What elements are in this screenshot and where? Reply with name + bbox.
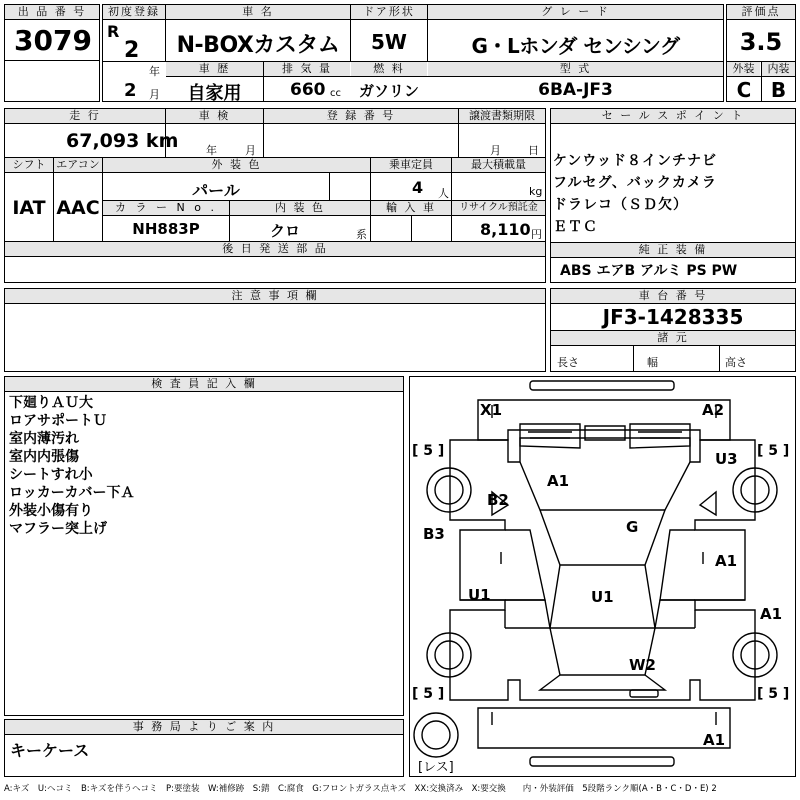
- lot-number: 3079: [14, 24, 92, 57]
- spare-tire-status: [レス]: [418, 760, 454, 775]
- mark-u1-left-door: U1: [468, 586, 491, 604]
- year-unit: 年: [149, 65, 160, 78]
- shift: IAT: [12, 197, 46, 219]
- selling-point: ケンウッド８インチナビ: [553, 153, 718, 169]
- score-label: 評価点: [727, 5, 795, 19]
- equipment-value: ABS エアB アルミ PS PW: [560, 263, 738, 279]
- model-code: 6BA-JF3: [538, 80, 613, 100]
- tire-depth-front-left: [ 5 ]: [412, 443, 445, 459]
- insp-month-unit: 月: [245, 144, 256, 157]
- exterior-grade: C: [736, 78, 752, 102]
- interior-color: クロ: [269, 222, 300, 240]
- mark-a1-hood: A1: [547, 472, 570, 490]
- recycle-amount: 8,110: [480, 220, 531, 239]
- interior-color-label: 内 装 色: [230, 201, 370, 215]
- dim-width: 幅: [647, 356, 658, 369]
- office-label: 事 務 局 よ り ご 案 内: [5, 720, 403, 734]
- tire-depth-front-right: [ 5 ]: [757, 443, 790, 459]
- color-number: NH883P: [132, 220, 200, 238]
- load-unit: kg: [529, 185, 543, 198]
- mark-a1-right-quarter: A1: [760, 605, 783, 623]
- tire-depth-rear-right: [ 5 ]: [757, 686, 790, 702]
- office-value: キーケース: [10, 741, 90, 760]
- transfer-day: 日: [528, 144, 539, 157]
- mark-b2: B2: [487, 491, 509, 509]
- equipment-label: 純 正 装 備: [551, 243, 795, 257]
- car-name: N-BOXカスタム: [176, 33, 340, 58]
- load-label: 最大積載量: [452, 158, 545, 172]
- chassis-label: 車 台 番 号: [551, 289, 795, 303]
- insp-year-unit: 年: [206, 144, 217, 157]
- shift-label: シフト: [5, 158, 53, 172]
- remark-line: ロッカーカバー下Ａ: [9, 485, 135, 501]
- history: 自家用: [187, 83, 242, 104]
- inspector-remarks: [9, 394, 134, 538]
- door-label: ドア形状: [351, 5, 427, 19]
- capacity-unit: 人: [438, 187, 449, 200]
- mileage-label: 走 行: [5, 109, 165, 123]
- selling-point: ドラレコ（ＳＤ欠）: [553, 197, 688, 213]
- reg-year: 2: [124, 38, 140, 63]
- capacity: 4: [412, 178, 424, 197]
- colorno-label: カ ラ ー N o .: [103, 201, 229, 215]
- chassis-number: JF3-1428335: [602, 305, 744, 329]
- remark-line: 室内内張傷: [9, 449, 79, 465]
- recycle-label: リサイクル預託金: [452, 201, 545, 215]
- mark-b3: B3: [423, 525, 445, 543]
- mark-w2: W2: [629, 656, 656, 674]
- month-unit: 月: [149, 88, 160, 101]
- fuel: ガソリン: [358, 82, 419, 100]
- car-diagram: [410, 377, 795, 776]
- grade-label: グ レ ー ド: [428, 5, 723, 19]
- regno-label: 登 録 番 号: [264, 109, 458, 123]
- mark-u3: U3: [715, 450, 738, 468]
- model-label: 型 式: [428, 62, 723, 76]
- ac: AAC: [56, 197, 100, 219]
- remark-line: シートすれ小: [9, 467, 93, 483]
- score: 3.5: [739, 28, 783, 56]
- dim-length: 長さ: [557, 356, 579, 369]
- transfer-month: 月: [490, 144, 501, 157]
- dims-label: 諸 元: [551, 331, 795, 345]
- inspection-label: 車 検: [166, 109, 263, 123]
- selling-points-list: [553, 150, 717, 238]
- mark-a1-rear: A1: [703, 731, 726, 749]
- mark-a1-right-door: A1: [715, 552, 738, 570]
- car-name-label: 車 名: [166, 5, 350, 19]
- grade: G・Lホンダ センシング: [471, 34, 680, 58]
- reg-month: 2: [124, 80, 137, 101]
- tire-depth-rear-left: [ 5 ]: [412, 686, 445, 702]
- remark-line: マフラー突上げ: [9, 521, 107, 537]
- exterior-color: パール: [192, 181, 240, 200]
- dim-height: 高さ: [725, 356, 747, 369]
- fuel-label: 燃 料: [351, 62, 427, 76]
- displacement-label: 排 気 量: [264, 62, 350, 76]
- recycle-unit: 円: [531, 228, 542, 241]
- import-label: 輸 入 車: [371, 201, 451, 215]
- lot-label: 出 品 番 号: [5, 5, 99, 19]
- notes-label: 注 意 事 項 欄: [5, 289, 545, 303]
- interior-label: 内装: [762, 62, 795, 76]
- era: R: [107, 22, 120, 41]
- mark-x1: X1: [480, 401, 503, 419]
- displacement: 660: [290, 80, 326, 100]
- color-label: 外 装 色: [103, 158, 370, 172]
- legend: A:キズ U:ヘコミ B:キズを伴うヘコミ P:要塗装 W:補修跡 S:錆 C:腐食 G:フロントガラス点キズ XX:交換済み X:要交換 内・外装評価 5段階ランク順(A・B・C・D・E) 2: [4, 784, 717, 794]
- displacement-unit: cc: [330, 88, 341, 99]
- selling-points-label: セ ー ル ス ポ イ ン ト: [551, 109, 795, 123]
- inspector-label: 検 査 員 記 入 欄: [5, 377, 403, 391]
- mileage: 67,093 km: [66, 130, 179, 152]
- remark-line: ロアサポートＵ: [9, 413, 107, 429]
- mark-u1-roof: U1: [591, 588, 614, 606]
- remark-line: 外装小傷有り: [9, 503, 93, 519]
- selling-point: フルセグ、バックカメラ: [553, 175, 717, 191]
- transfer-label: 譲渡書類期限: [459, 109, 545, 123]
- remark-line: 下廻りＡＵ大: [9, 395, 93, 411]
- remark-line: 室内薄汚れ: [9, 431, 79, 447]
- exterior-label: 外装: [727, 62, 760, 76]
- selling-point: ＥＴＣ: [553, 219, 598, 235]
- door-type: 5W: [371, 30, 407, 54]
- later-parts-label: 後 日 発 送 部 品: [5, 242, 545, 256]
- interior-color-unit: 系: [356, 228, 367, 241]
- ac-label: エアコン: [54, 158, 102, 172]
- mark-g: G: [626, 518, 639, 536]
- mark-a2: A2: [702, 401, 725, 419]
- interior-grade: B: [770, 78, 787, 102]
- first-reg-label: 初度登録: [103, 5, 165, 19]
- capacity-label: 乗車定員: [371, 158, 451, 172]
- history-label: 車 歴: [166, 62, 263, 76]
